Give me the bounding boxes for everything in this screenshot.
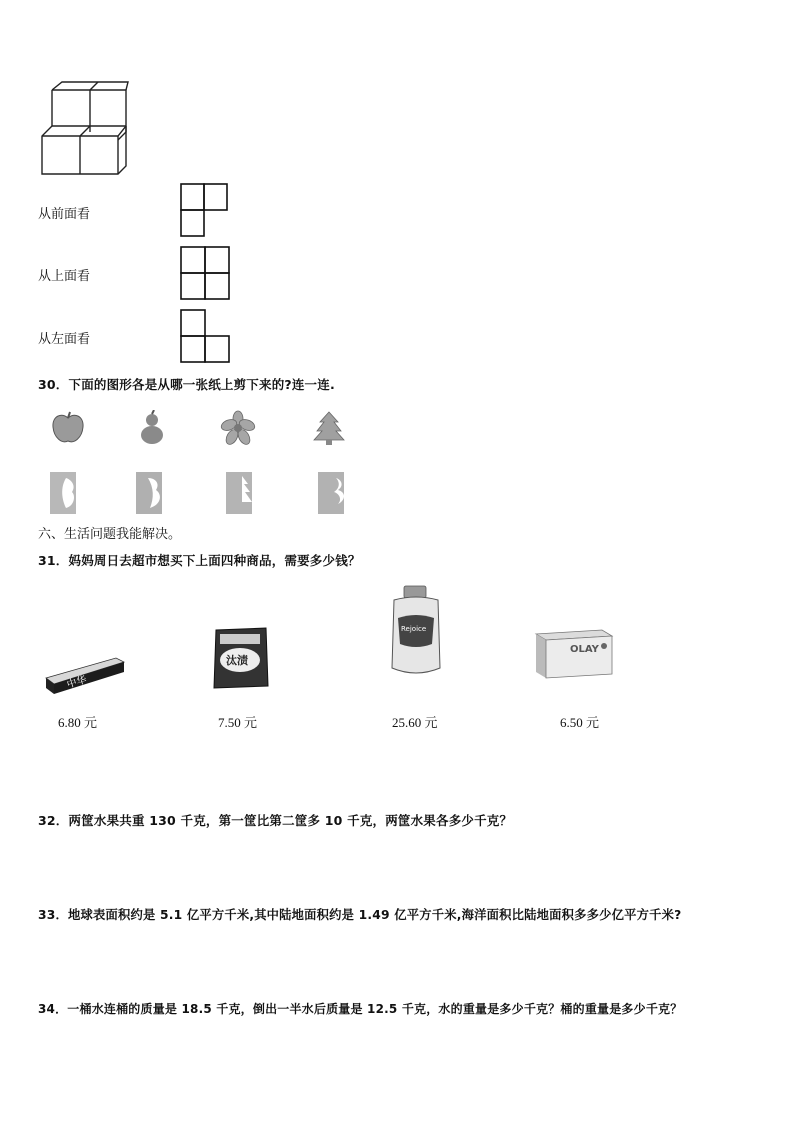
view-label-front: 从前面看	[38, 207, 91, 222]
left-view-grid	[180, 309, 232, 365]
price-2: 7.50 元	[218, 715, 258, 730]
section-6-title: 六、生活问题我能解决。	[38, 527, 182, 542]
paper-cutout-2-icon	[132, 470, 168, 516]
soap-brand-text: OLAY	[570, 644, 599, 655]
apple-shape-icon	[50, 410, 86, 446]
paper-cutout-3-icon	[222, 470, 258, 516]
question-33: 33．地球表面积约是 5.1 亿平方千米,其中陆地面积约是 1.49 亿平方千米,海洋面积比陆地面积多多少亿平方千米?	[38, 908, 682, 922]
shampoo-brand-text: Rejoice	[401, 625, 427, 633]
soap-box-icon	[532, 626, 616, 682]
zhonghua-box-icon	[42, 648, 126, 698]
question-32: 32．两筐水果共重 130 千克，第一筐比第二筐多 10 千克，两筐水果各多少千克？	[38, 813, 513, 828]
cube-stack-figure	[38, 80, 130, 176]
price-3: 25.60 元	[392, 715, 438, 730]
paper-cutout-4-icon	[314, 470, 350, 516]
shampoo-bottle-icon	[384, 584, 448, 680]
question-34: 34．一桶水连桶的质量是 18.5 千克，倒出一半水后质量是 12.5 千克，水的重量是多少千克？桶的重量是多少千克？	[38, 1002, 683, 1016]
front-view-grid	[180, 183, 230, 239]
question-30: 30．下面的图形各是从哪一张纸上剪下来的?连一连.	[38, 377, 335, 392]
tree-shape-icon	[312, 410, 346, 446]
detergent-bag-icon	[210, 624, 272, 690]
question-31: 31．妈妈周日去超市想买下上面四种商品，需要多少钱？	[38, 553, 361, 568]
price-4: 6.50 元	[560, 715, 600, 730]
top-view-grid	[180, 246, 232, 302]
gourd-shape-icon	[136, 410, 168, 446]
zhonghua-brand-text: 中华	[65, 674, 89, 691]
detergent-brand-text: 汰渍	[226, 654, 248, 667]
paper-cutout-1-icon	[46, 470, 82, 516]
view-label-left: 从左面看	[38, 332, 91, 347]
flower-shape-icon	[220, 410, 256, 446]
price-1: 6.80 元	[58, 715, 98, 730]
view-label-top: 从上面看	[38, 269, 91, 284]
